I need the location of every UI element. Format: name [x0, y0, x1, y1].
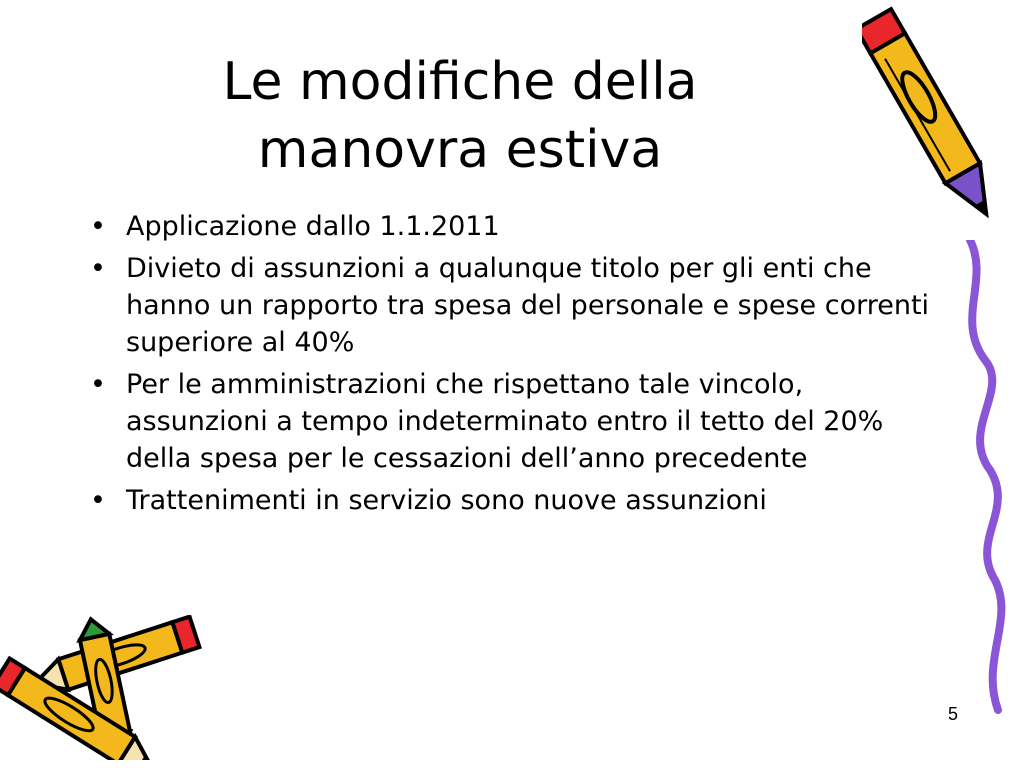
slide-title-line-1: Le modifiche della	[222, 52, 698, 112]
bullet-item	[90, 366, 930, 477]
slide-title	[150, 48, 770, 184]
bullet-text: Divieto di assunzioni a qualunque titolo per gli enti che hanno un rapporto tra spesa del personale e spese correnti superiore al 40%	[126, 253, 930, 358]
bullet-marker: •	[90, 369, 106, 400]
scribble-line-icon	[950, 240, 1020, 720]
bullet-marker: •	[90, 485, 106, 516]
bullet-item	[90, 208, 930, 245]
bullet-text: Per le amministrazioni che rispettano tale vincolo, assunzioni a tempo indeterminato entro il tetto del 20% della spesa per le cessazioni dell’anno precedente	[126, 369, 884, 474]
bullet-text: Applicazione dallo 1.1.2011	[126, 211, 500, 242]
crossed-pencils-clipart	[0, 615, 210, 760]
bullet-marker: •	[90, 253, 106, 284]
bullet-marker: •	[90, 211, 106, 242]
bullet-list	[90, 208, 930, 524]
bullet-item	[90, 250, 930, 361]
page-number: 5	[947, 704, 958, 724]
slide-title-line-2: manovra estiva	[257, 120, 663, 180]
bullet-text: Trattenimenti in servizio sono nuove assunzioni	[126, 485, 767, 516]
bullet-item	[90, 482, 930, 519]
